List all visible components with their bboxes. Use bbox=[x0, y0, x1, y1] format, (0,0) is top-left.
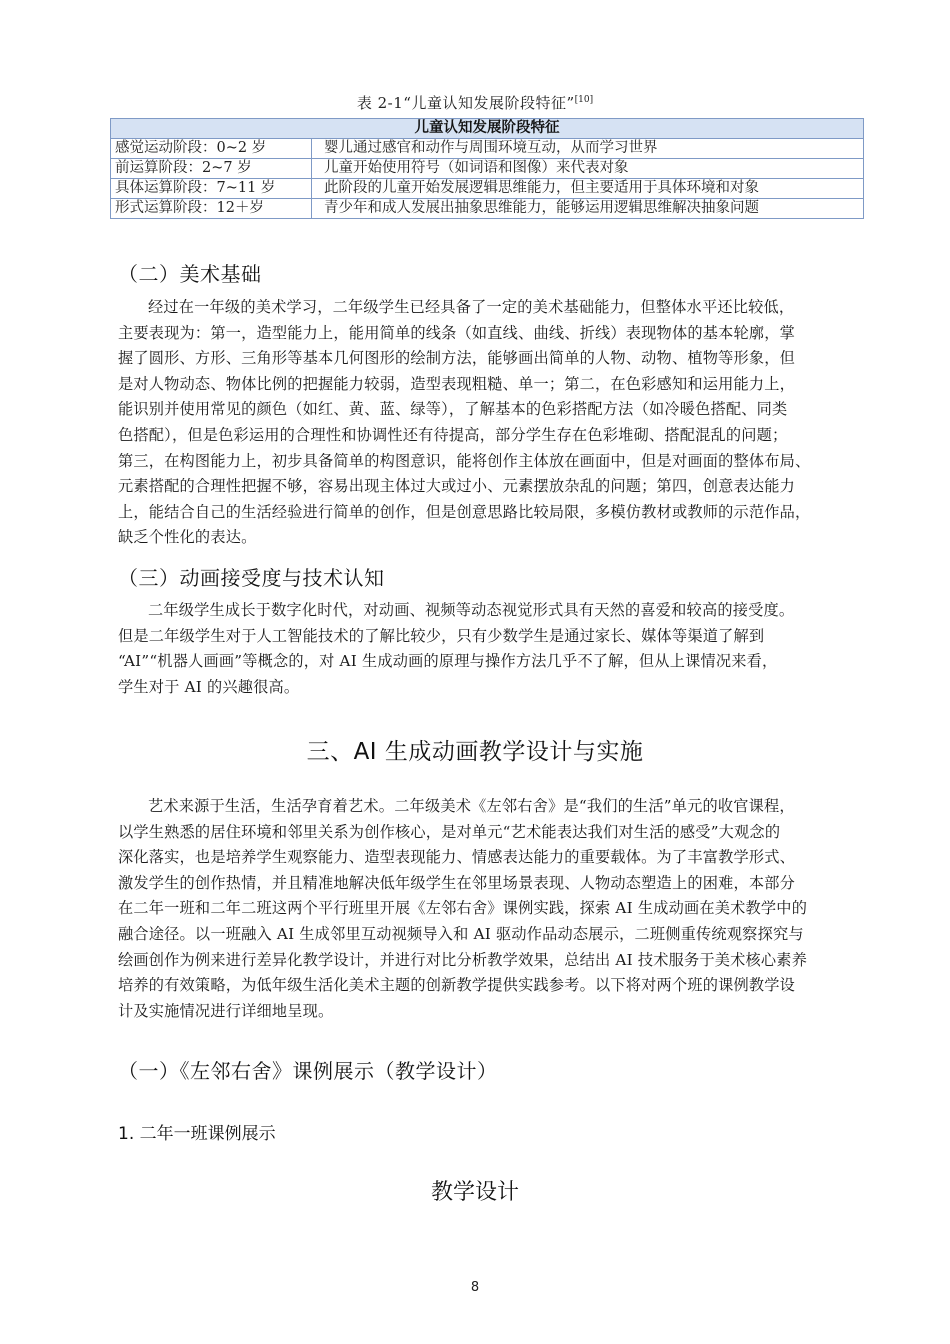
section-heading-animation-acceptance: （三）动画接受度与技术认知 bbox=[118, 566, 385, 590]
paragraph-art-foundation bbox=[118, 295, 870, 551]
paragraph-line: 激发学生的创作热情，并且精准地解决低年级学生在邻里场景表现、人物动态塑造上的困难，本部分 bbox=[118, 873, 796, 892]
table-header: 儿童认知发展阶段特征 bbox=[111, 119, 864, 139]
design-title: 教学设计 bbox=[430, 1180, 519, 1205]
chapter-heading: 三、AI 生成动画教学设计与实施 bbox=[306, 739, 644, 765]
table-cell-stage: 形式运算阶段：12＋岁 bbox=[111, 199, 312, 219]
table-caption-ref: [10] bbox=[574, 95, 594, 105]
paragraph-line: 第三，在构图能力上，初步具备简单的构图意识，能将创作主体放在画面中，但是对画面的整体布局、 bbox=[118, 451, 811, 470]
paragraph-line: 是对人物动态、物体比例的把握能力较弱，造型表现粗糙、单一；第二，在色彩感知和运用能力上， bbox=[118, 374, 796, 393]
paragraph-line: 握了圆形、方形、三角形等基本几何图形的绘制方法，能够画出简单的人物、动物、植物等形象，但 bbox=[118, 349, 796, 368]
table-cell-desc: 婴儿通过感官和动作与周围环境互动，从而学习世界 bbox=[312, 139, 864, 159]
cognitive-stages-table bbox=[110, 118, 864, 219]
paragraph-line: 色搭配），但是色彩运用的合理性和协调性还有待提高，部分学生存在色彩堆砌、搭配混乱的问题； bbox=[118, 425, 788, 444]
paragraph-line: 培养的有效策略，为低年级生活化美术主题的创新教学提供实践参考。以下将对两个班的课例教学设 bbox=[118, 976, 796, 995]
paragraph-line: 以学生熟悉的居住环境和邻里关系为创作核心，是对单元“艺术能表达我们对生活的感受”大观念的 bbox=[118, 822, 781, 841]
table-row bbox=[111, 179, 864, 199]
subsection-item-class-one: 1. 二年一班课例展示 bbox=[118, 1124, 276, 1144]
table-cell-desc: 青少年和成人发展出抽象思维能力，能够运用逻辑思维解决抽象问题 bbox=[312, 199, 864, 219]
paragraph-chapter-intro bbox=[118, 794, 870, 1024]
paragraph-line: 学生对于 AI 的兴趣很高。 bbox=[118, 677, 300, 696]
table-cell-desc: 此阶段的儿童开始发展逻辑思维能力，但主要适用于具体环境和对象 bbox=[312, 179, 864, 199]
paragraph-line: 在二年一班和二年二班这两个平行班里开展《左邻右舍》课例实践，探索 AI 生成动画在美术教学中的 bbox=[118, 899, 808, 918]
table-caption-text: 表 2-1“儿童认知发展阶段特征” bbox=[356, 94, 575, 112]
table-row bbox=[111, 199, 864, 219]
paragraph-line: 绘画创作为例来进行差异化教学设计，并进行对比分析教学效果，总结出 AI 技术服务于美术核心素养 bbox=[118, 950, 808, 969]
table-cell-stage: 前运算阶段：2~7 岁 bbox=[111, 159, 312, 179]
table-cell-stage: 具体运算阶段：7~11 岁 bbox=[111, 179, 312, 199]
table-cell-desc: 儿童开始使用符号（如词语和图像）来代表对象 bbox=[312, 159, 864, 179]
subsection-heading-lesson-showcase: （一）《左邻右舍》课例展示（教学设计） bbox=[118, 1059, 498, 1083]
paragraph-line: 主要表现为：第一，造型能力上，能用简单的线条（如直线、曲线、折线）表现物体的基本轮廓，掌 bbox=[118, 323, 796, 342]
paragraph-animation-acceptance bbox=[118, 598, 870, 700]
section-heading-art-foundation: （二）美术基础 bbox=[118, 262, 262, 286]
paragraph-line: 计及实施情况进行详细地呈现。 bbox=[118, 1001, 334, 1020]
paragraph-line: 但是二年级学生对于人工智能技术的了解比较少，只有少数学生是通过家长、媒体等渠道了解到 bbox=[118, 626, 765, 645]
paragraph-line: 二年级学生成长于数字化时代，对动画、视频等动态视觉形式具有天然的喜爱和较高的接受度。 bbox=[148, 601, 795, 619]
paragraph-line: 上，能结合自己的生活经验进行简单的创作，但是创意思路比较局限，多模仿教材或教师的示范作品， bbox=[118, 502, 811, 521]
paragraph-line: 能识别并使用常见的颜色（如红、黄、蓝、绿等），了解基本的色彩搭配方法（如冷暖色搭配、同类 bbox=[118, 400, 788, 419]
table-row bbox=[111, 159, 864, 179]
paragraph-line: 深化落实，也是培养学生观察能力、造型表现能力、情感表达能力的重要载体。为了丰富教学形式、 bbox=[118, 848, 796, 867]
table-row bbox=[111, 139, 864, 159]
paragraph-line: “AI”“机器人画画”等概念的，对 AI 生成动画的原理与操作方法几乎不了解，但从上课情况来看， bbox=[118, 652, 778, 671]
page-number: 8 bbox=[470, 1280, 480, 1295]
table-caption bbox=[0, 92, 950, 113]
paragraph-line: 缺乏个性化的表达。 bbox=[118, 528, 257, 547]
paragraph-line: 元素搭配的合理性把握不够，容易出现主体过大或过小、元素摆放杂乱的问题；第四，创意表达能力 bbox=[118, 477, 796, 496]
paragraph-line: 艺术来源于生活，生活孕育着艺术。二年级美术《左邻右舍》是“我们的生活”单元的收官课程， bbox=[148, 797, 795, 815]
table-cell-stage: 感觉运动阶段：0~2 岁 bbox=[111, 139, 312, 159]
paragraph-line: 融合途径。以一班融入 AI 生成邻里互动视频导入和 AI 驱动作品动态展示，二班侧重传统观察探究与 bbox=[118, 924, 804, 943]
paragraph-line: 经过在一年级的美术学习，二年级学生已经具备了一定的美术基础能力，但整体水平还比较低， bbox=[148, 298, 795, 316]
